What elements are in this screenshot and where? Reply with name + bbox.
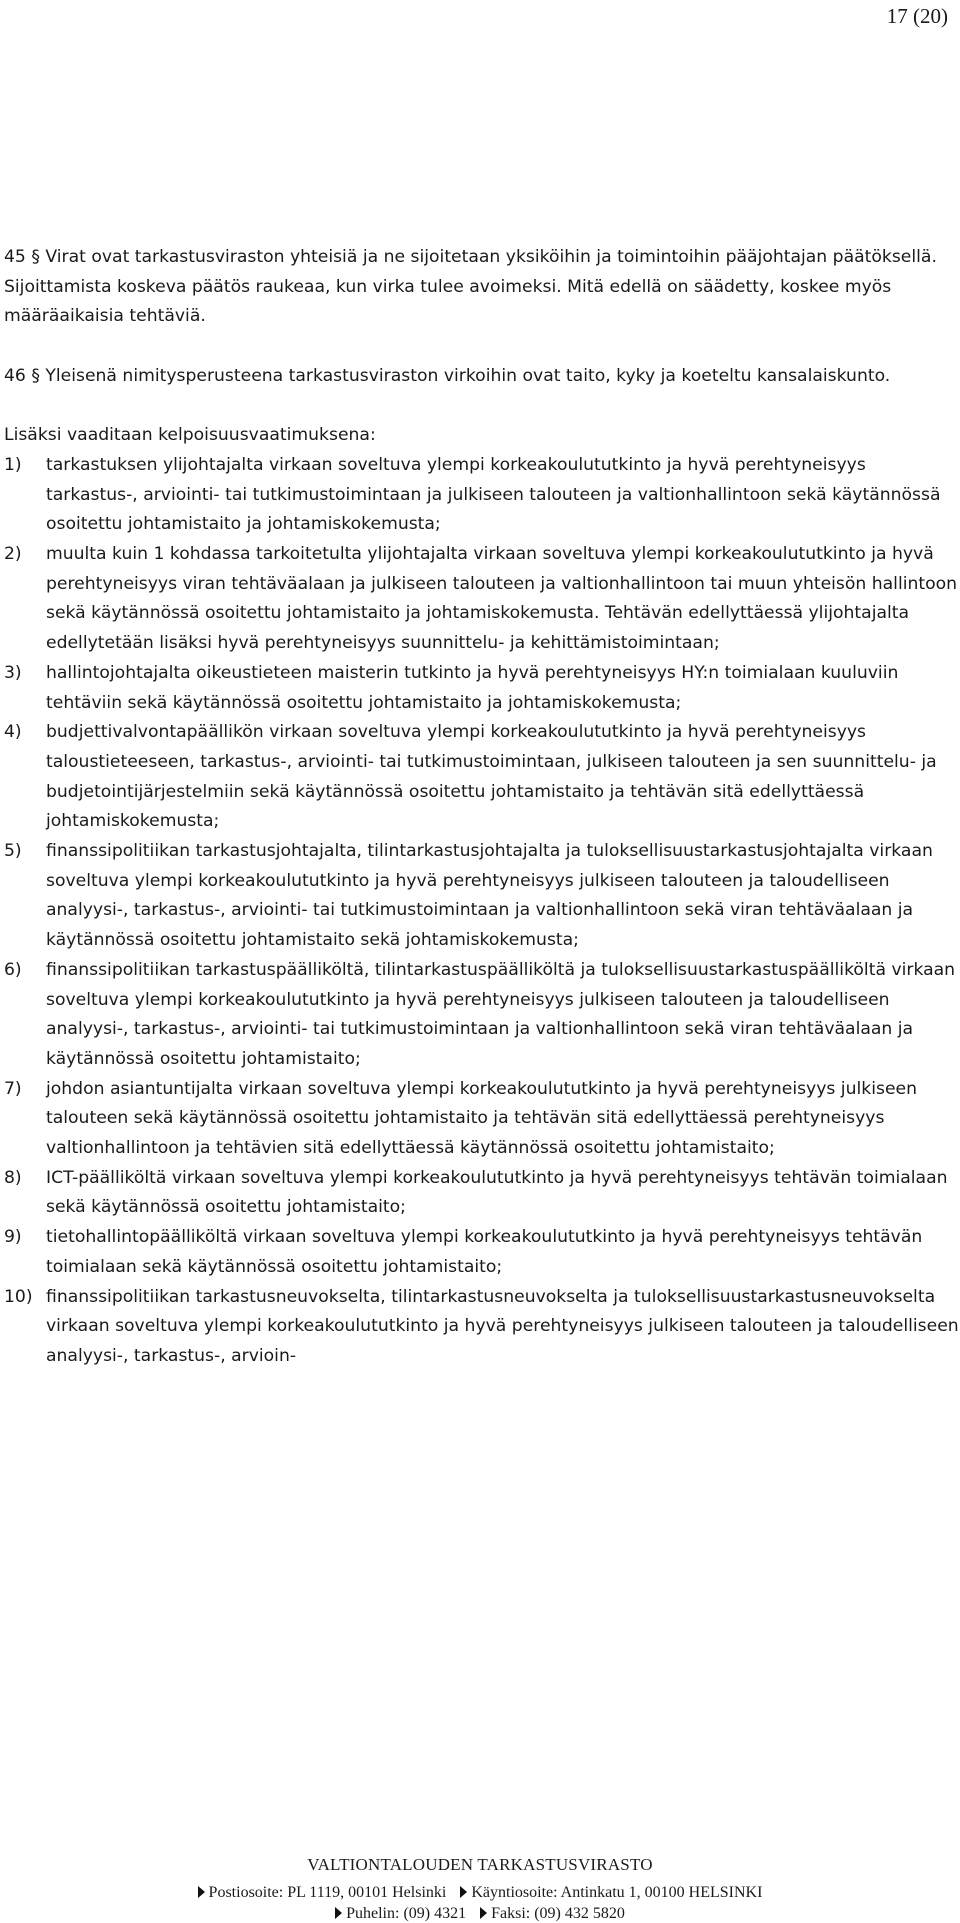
triangle-right-icon xyxy=(335,1907,342,1919)
list-item xyxy=(0,837,960,956)
triangle-right-icon xyxy=(198,1886,205,1898)
document-body xyxy=(0,243,960,1372)
page-number: 17 (20) xyxy=(886,4,948,28)
list-item-text: finanssipolitiikan tarkastusneuvokselta, tilintarkastusneuvokselta ja tuloksellisuustarkastusneuvokselta virkaan soveltuva ylempi korkeakoulututkinto ja hyvä perehtyneisyys julkiseen talouteen ja taloudelliseen analyysi-, tarkastus-, arvioin- xyxy=(46,1286,959,1366)
list-item-number: 9) xyxy=(4,1227,22,1248)
list-item-number: 8) xyxy=(4,1167,22,1188)
list-item-text: muulta kuin 1 kohdassa tarkoitetulta ylijohtajalta virkaan soveltuva ylempi korkeakoulututkinto ja hyvä perehtyneisyys viran tehtäväalaan ja julkiseen talouteen ja valtionhallintoon tai muun yhteisön hallintoon sekä käytännössä osoitettu johtamistaito ja johtamiskokemusta. Tehtävän edellyttäessä ylijohtajalta edellytetään lisäksi hyvä perehtyneisyys suunnittelu- ja kehittämistoimintaan; xyxy=(46,544,958,654)
list-item xyxy=(0,1075,960,1164)
list-item-number: 2) xyxy=(4,544,22,564)
list-item-text: hallintojohtajalta oikeustieteen maisterin tutkinto ja hyvä perehtyneisyys HY:n toimialaan kuuluviin tehtäviin sekä käytännössä osoitettu johtamistaito ja johtamiskokemusta; xyxy=(46,662,899,713)
list-item xyxy=(0,1164,960,1223)
list-item-text: budjettivalvontapäällikön virkaan soveltuva ylempi korkeakoulututkinto ja hyvä perehtyneisyys taloustieteeseen, tarkastus-, arviointi- tai tutkimustoimintaan, julkiseen talouteen ja sen suunnittelu- ja budjetointijärjestelmiin sekä käytännössä osoitettu johtamistaito ja tehtävän sitä edellyttäessä johtamiskokemusta; xyxy=(46,722,937,832)
triangle-right-icon xyxy=(480,1907,487,1919)
footer-organization: VALTIONTALOUDEN TARKASTUSVIRASTO xyxy=(307,1855,653,1874)
list-item xyxy=(0,718,960,837)
list-item xyxy=(0,1223,960,1282)
section-46-paragraph: 46 § Yleisenä nimitysperusteena tarkastusviraston virkoihin ovat taito, kyky ja koeteltu kansalaiskunto. xyxy=(4,365,891,386)
list-item-number: 3) xyxy=(4,662,22,683)
list-item xyxy=(0,659,960,718)
list-item xyxy=(0,451,960,540)
list-item-number: 4) xyxy=(4,722,22,743)
requirements-intro: Lisäksi vaaditaan kelpoisuusvaatimuksena: xyxy=(4,425,376,446)
triangle-right-icon xyxy=(460,1886,467,1898)
list-item-text: finanssipolitiikan tarkastuspäälliköltä, tilintarkastuspäälliköltä ja tuloksellisuustarkastuspäälliköltä virkaan soveltuva ylempi korkeakoulututkinto ja hyvä perehtyneisyys julkiseen talouteen ja taloudelliseen analyysi-, tarkastus-, arviointi- tai tutkimustoimintaan ja valtionhallintoon sekä viran tehtäväalaan ja käytännössä osoitettu johtamistaito; xyxy=(46,959,956,1069)
list-item xyxy=(0,1283,960,1372)
list-item-number: 10) xyxy=(4,1286,33,1307)
list-item-number: 7) xyxy=(4,1078,22,1099)
list-item-text: finanssipolitiikan tarkastusjohtajalta, tilintarkastusjohtajalta ja tuloksellisuustarkastusjohtajalta virkaan soveltuva ylempi korkeakoulututkinto ja hyvä perehtyneisyys julkiseen talouteen ja taloudelliseen analyysi-, tarkastus-, arviointi- tai tutkimustoimintaan ja valtionhallintoon sekä viran tehtäväalaan ja käytännössä osoitettu johtamistaito sekä johtamiskokemusta; xyxy=(46,841,933,951)
visiting-address: Käyntiosoite: Antinkatu 1, 00100 HELSINKI xyxy=(471,1884,763,1901)
list-item-number: 1) xyxy=(4,454,22,475)
footer-contact-row xyxy=(0,1905,960,1923)
footer-address-row xyxy=(0,1884,960,1902)
fax-number: Faksi: (09) 432 5820 xyxy=(491,1905,625,1922)
list-item-number: 6) xyxy=(4,959,22,980)
list-item-number: 5) xyxy=(4,841,22,862)
requirements-list xyxy=(0,451,960,1372)
list-item-text: tarkastuksen ylijohtajalta virkaan soveltuva ylempi korkeakoulututkinto ja hyvä perehtyneisyys tarkastus-, arviointi- tai tutkimustoimintaan ja julkiseen talouteen ja valtionhallintoon sekä käytännössä osoitettu johtamistaito ja johtamiskokemusta; xyxy=(46,454,941,535)
postal-address: Postiosoite: PL 1119, 00101 Helsinki xyxy=(208,1884,447,1901)
list-item xyxy=(0,956,960,1075)
list-item-text: tietohallintopäälliköltä virkaan soveltuva ylempi korkeakoulututkinto ja hyvä perehtyneisyys tehtävän toimialaan sekä käytännössä osoitettu johtamistaito; xyxy=(46,1227,923,1277)
list-item xyxy=(0,540,960,659)
section-45-paragraph: 45 § Virat ovat tarkastusviraston yhteisiä ja ne sijoitetaan yksiköihin ja toimintoihin pääjohtajan päätöksellä. Sijoittamista koskeva päätös raukeaa, kun virka tulee avoimeksi. Mitä edellä on säädetty, koskee myös määräaikaisia tehtäviä. xyxy=(4,247,937,327)
phone-number: Puhelin: (09) 4321 xyxy=(346,1905,467,1922)
list-item-text: ICT-päälliköltä virkaan soveltuva ylempi korkeakoulututkinto ja hyvä perehtyneisyys tehtävän toimialaan sekä käytännössä osoitettu johtamistaito; xyxy=(46,1167,948,1218)
list-item-text: johdon asiantuntijalta virkaan soveltuva ylempi korkeakoulututkinto ja hyvä perehtyneisyys julkiseen talouteen sekä käytännössä osoitettu johtamistaito ja tehtävän sitä edellyttäessä perehtyneisyys valtionhallintoon ja tehtävien sitä edellyttäessä käytännössä osoitettu johtamistaito; xyxy=(46,1078,917,1159)
